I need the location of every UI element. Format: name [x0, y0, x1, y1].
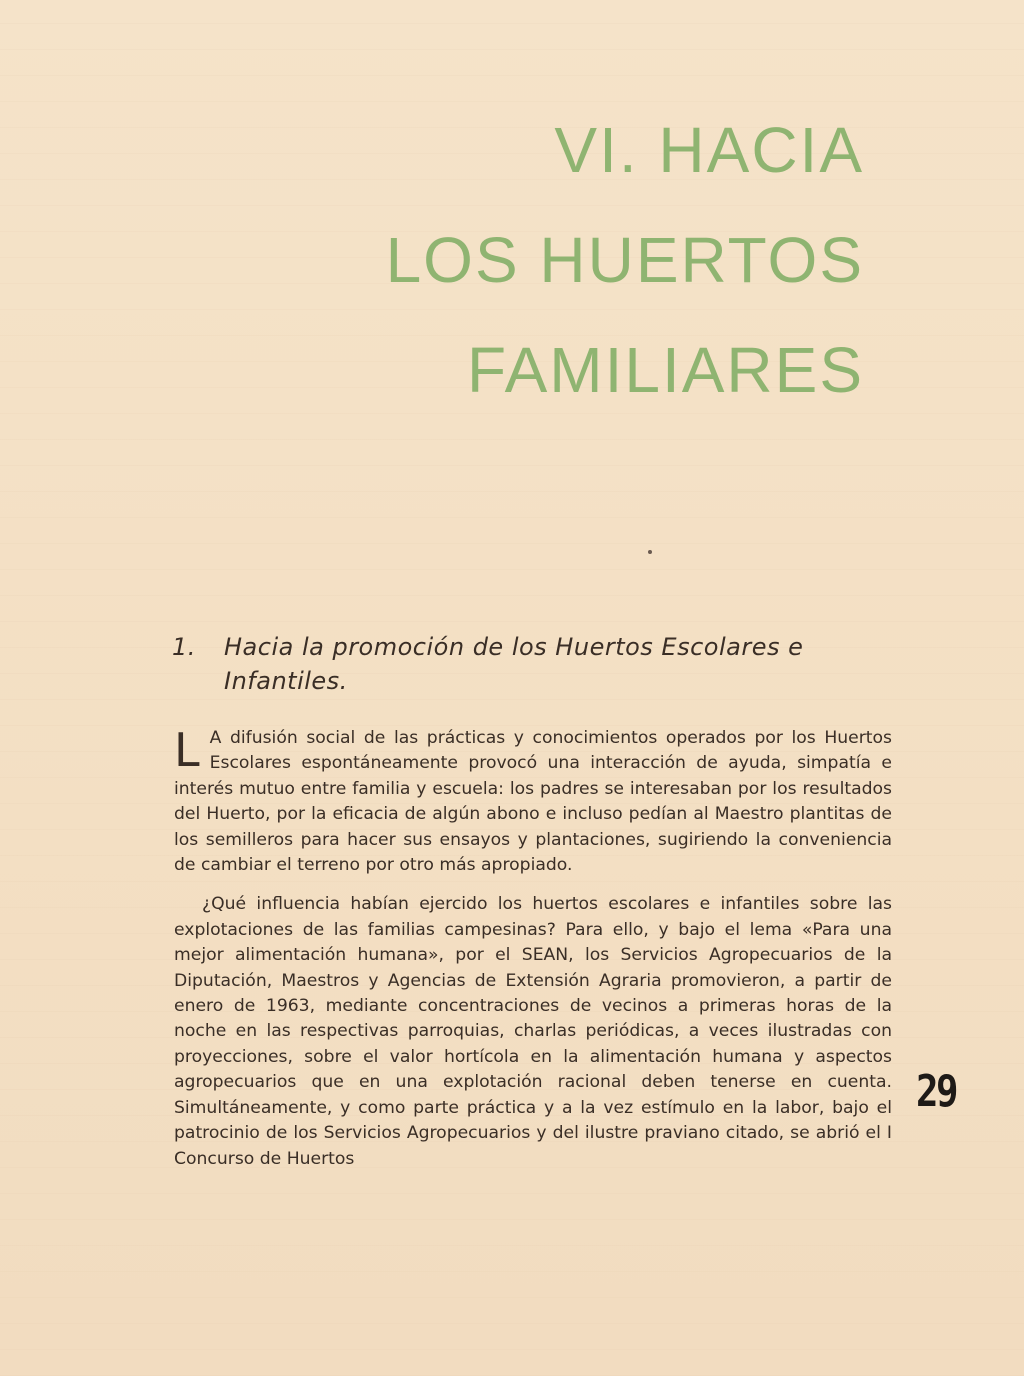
- chapter-title: [385, 114, 864, 448]
- section-heading: [172, 630, 892, 698]
- chapter-title-line-1: VI. HACIA: [554, 114, 864, 186]
- paragraph-2: ¿Qué influencia habían ejercido los huertos escolares e infantiles sobre las explotaciones de las familias campesinas? Para ello, y bajo el lema «Para una mejor alimentación humana», por el SEAN, los Servicios Agropecuarios de la Diputación, Maestros y Agencias de Extensión Agraria promovieron, a partir de enero de 1963, mediante concentraciones de vecinos a primeras horas de la noche en las respectivas parroquias, charlas periódicas, a veces ilustradas con proyecciones, sobre el valor hortícola en la alimentación humana y aspectos agropecuarios que en una explotación racional deben tenerse en cuenta. Simultáneamente, y como parte práctica y a la vez estímulo en la labor, bajo el patrocinio de los Servicios Agropecuarios y del ilustre praviano citado, se abrió el I Concurso de Huertos: [174, 894, 892, 1169]
- drop-cap: L: [174, 723, 200, 777]
- section-heading-line-1: Hacia la promoción de los Huertos Escolares e: [224, 633, 804, 661]
- decorative-dot: [648, 550, 652, 554]
- chapter-title-line-3: FAMILIARES: [467, 334, 864, 406]
- section-heading-line-2: Infantiles.: [224, 667, 348, 695]
- page-number: 29: [916, 1066, 956, 1117]
- chapter-title-line-2: LOS HUERTOS: [385, 224, 864, 296]
- paragraph-1-text: A difusión social de las prácticas y conocimientos operados por los Huertos Escolares espontáneamente provocó una interacción de ayuda, simpatía e interés mutuo entre familia y escuela: los padres se interesaban por los resultados del Huerto, por la eficacia de algún abono e incluso pedían al Maestro plantitas de los semilleros para hacer sus ensayos y plantaciones, sugiriendo la conveniencia de cambiar el terreno por otro más apropiado.: [174, 728, 892, 876]
- paragraph-1: [174, 723, 892, 878]
- section-number: 1.: [172, 633, 196, 661]
- body-text: [174, 723, 892, 1186]
